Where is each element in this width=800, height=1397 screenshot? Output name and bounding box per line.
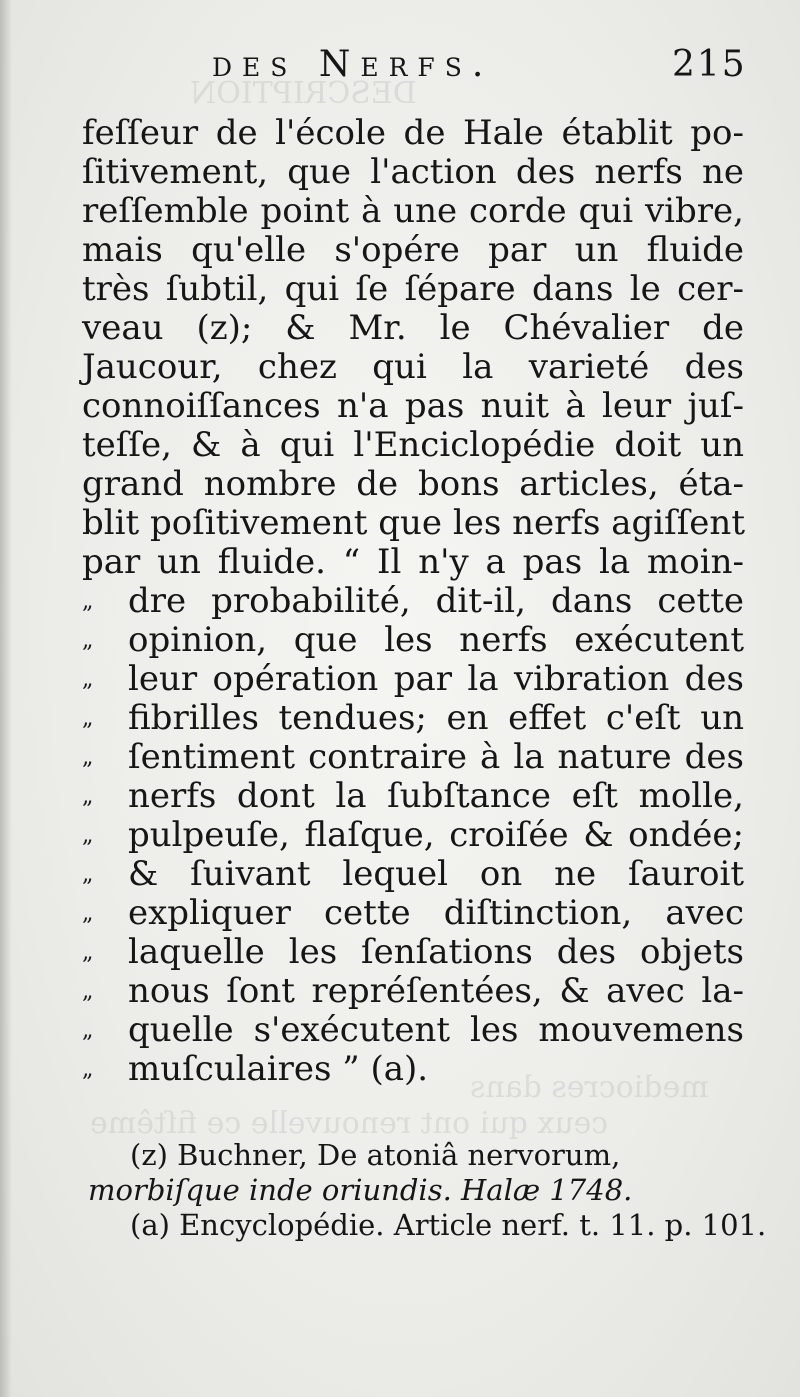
- text-line: Jaucour, chez qui la varieté des: [82, 347, 744, 387]
- show-through-text: DESCRIPTION: [190, 76, 417, 111]
- footnote-z-continued: morbiſque inde oriundis. Halæ 1748.: [88, 1173, 633, 1207]
- footnote-a: (a) Encyclopédie. Article nerf. t. 11. p. 101.: [130, 1208, 767, 1242]
- guillemet-mark: „: [82, 784, 94, 809]
- quoted-line: „ ſentiment contraire à la nature des: [82, 737, 744, 777]
- text-line: ſitivement, que l'action des nerfs ne: [82, 152, 744, 192]
- page-header: [0, 42, 800, 92]
- guillemet-mark: „: [82, 940, 94, 965]
- page-number: 215: [672, 44, 747, 85]
- guillemet-mark: „: [82, 667, 94, 692]
- quoted-line: „ & ſuivant lequel on ne ſauroit: [82, 854, 744, 894]
- quoted-line: „ fibrilles tendues; en effet c'eſt un: [82, 698, 744, 738]
- text-line: teſſe, & à qui l'Enciclopédie doit un: [82, 425, 744, 465]
- show-through-text: mediocres dans: [470, 1070, 709, 1105]
- text-line: connoiſſances n'a pas nuit à leur juſ-: [82, 386, 744, 426]
- quoted-line: „ quelle s'exécutent les mouvemens: [82, 1010, 744, 1050]
- text-line: reſſemble point à une corde qui vibre,: [82, 191, 744, 231]
- running-head: des Nerfs.: [212, 44, 494, 85]
- guillemet-mark: „: [82, 745, 94, 770]
- text-line: grand nombre de bons articles, éta-: [82, 464, 744, 504]
- guillemet-mark: „: [82, 1057, 94, 1082]
- guillemet-mark: „: [82, 862, 94, 887]
- body-text: [82, 114, 744, 1089]
- guillemet-mark: „: [82, 706, 94, 731]
- footnotes: [88, 1138, 767, 1243]
- text-line: par un fluide. “ Il n'y a pas la moin-: [82, 542, 744, 582]
- quoted-line: „ nous ſont repréſentées, & avec la-: [82, 971, 744, 1011]
- quoted-line: „ expliquer cette diſtinction, avec: [82, 893, 744, 933]
- quoted-line: „ leur opération par la vibration des: [82, 659, 744, 699]
- guillemet-mark: „: [82, 628, 94, 653]
- quoted-line: „ muſculaires ” (a).: [82, 1049, 429, 1089]
- guillemet-mark: „: [82, 1018, 94, 1043]
- quoted-line: „ dre probabilité, dit-il, dans cette: [82, 581, 744, 621]
- guillemet-mark: „: [82, 589, 94, 614]
- text-line: veau (z); & Mr. le Chévalier de: [82, 308, 744, 348]
- quoted-line: „ nerfs dont la ſubſtance eſt molle,: [82, 776, 744, 816]
- text-line: mais qu'elle s'opére par un fluide: [82, 230, 744, 270]
- text-line: blit poſitivement que les nerfs agiſſent: [82, 503, 745, 543]
- guillemet-mark: „: [82, 823, 94, 848]
- quoted-line: „ laquelle les ſenſations des objets: [82, 932, 744, 972]
- footnote-z: (z) Buchner, De atoniâ nervorum,: [130, 1138, 621, 1172]
- quoted-line: „ pulpeuſe, flaſque, croiſée & ondée;: [82, 815, 744, 855]
- text-line: très ſubtil, qui ſe ſépare dans le cer-: [82, 269, 744, 309]
- binding-shadow: [0, 0, 12, 1397]
- show-through-text: ceux qui ont renouvelle ce fiſtême: [90, 1106, 609, 1141]
- guillemet-mark: „: [82, 979, 94, 1004]
- guillemet-mark: „: [82, 901, 94, 926]
- quoted-line: „ opinion, que les nerfs exécutent: [82, 620, 744, 660]
- text-line: feſſeur de l'école de Hale établit po-: [82, 113, 744, 153]
